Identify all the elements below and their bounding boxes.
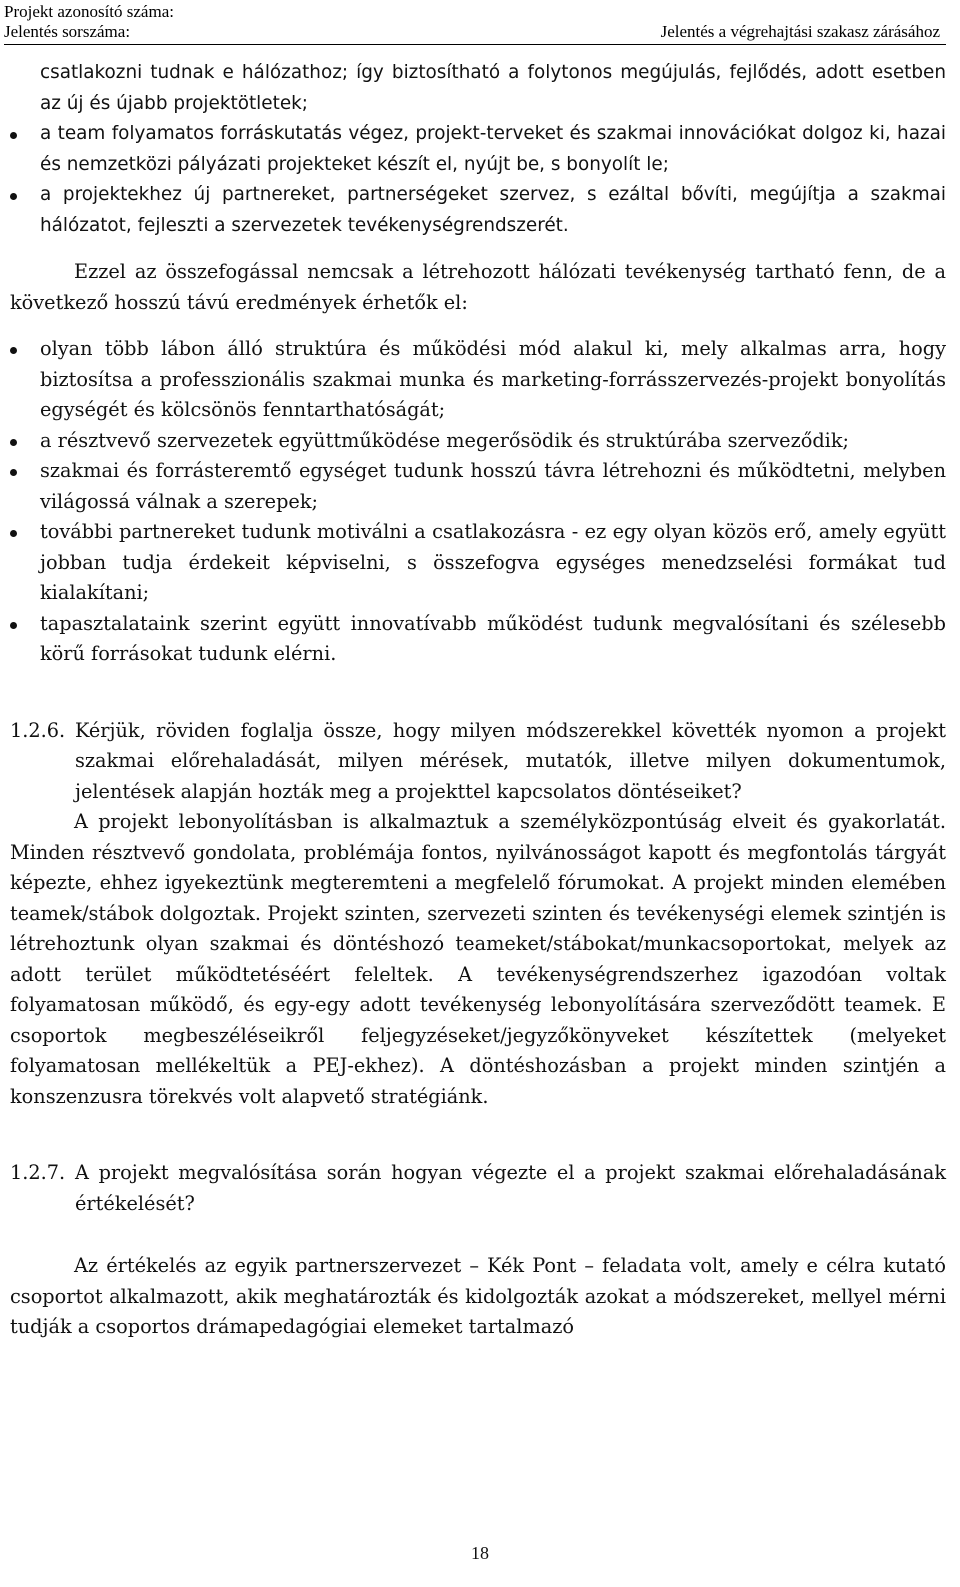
answer-1-2-7: Az értékelés az egyik partnerszervezet – Kék Pont – feladata volt, amely e célra kutató csoportot alkalmazott, akik meghatározták és kidolgozták azokat a módszereket, mellyel mérni tudják a csoportos drámapedagógiai elemeket tartalmazó bbox=[10, 1254, 946, 1338]
results-bullet-list bbox=[10, 334, 946, 670]
question-number: 1.2.7. bbox=[10, 1161, 66, 1184]
bullet-icon bbox=[10, 530, 17, 537]
answer-1-2-6: A projekt lebonyolításban is alkalmaztuk a személyközpontúság elveit és gyakorlatát. Minden résztvevő gondolata, problémája fontos, nyilvánosságot kapott és megfontolás tárgyát képezte, ehhez igyekeztünk megteremteni a megfelelő fórumokat. A projekt minden elemében teamek/stábok dolgoztak. Projekt szinten, szervezeti szinten és tevékenységi elemek szintjén is létrehoztunk olyan szakmai és döntéshozó teameket/stábokat/munkacsoportokat, melyek az adott terület működtetéséért feleltek. A tevékenységrendszerhez igazodóan voltak folyamatosan működő, és egy-egy adott tevékenység lebonyolítására szerveződött teamek. E csoportok megbeszéléseikről feljegyzéseket/jegyzőkönyveket készítettek (melyeket folyamatosan mellékeltük a PEJ-ekhez). A döntéshozásban a projekt minden szintjén a konszenzusra törekvés volt alapvető stratégiánk. bbox=[10, 810, 946, 1108]
document-body bbox=[10, 58, 946, 1343]
question-number: 1.2.6. bbox=[10, 718, 66, 742]
intro-bullet-list bbox=[10, 119, 946, 241]
list-item: olyan több lábon álló struktúra és működési mód alakul ki, mely alkalmas arra, hogy biztosítsa a professzionális szakmai munka és marketing-forrásszervezés-projekt bonyolítás egységét és kölcsönös fenntarthatóságát; bbox=[10, 334, 946, 426]
list-item: tapasztalataink szerint együtt innovatívabb működést tudunk megvalósítani és szélesebb körű forrásokat tudunk elérni. bbox=[10, 609, 946, 670]
list-item: a projektekhez új partnereket, partnerségeket szervez, s ezáltal bővíti, megújítja a szakmai hálózatot, fejleszti a szervezetek tevékenységrendszerét. bbox=[10, 180, 946, 241]
list-item: további partnereket tudunk motiválni a csatlakozásra - ez egy olyan közös erő, amely együtt jobban tudja érdekeit képviselni, s összefogva egységes menedzselési formákat tud kialakítani; bbox=[10, 517, 946, 609]
question-1-2-7 bbox=[10, 1158, 946, 1219]
report-type-label: Jelentés a végrehajtási szakasz zárásához bbox=[660, 22, 940, 41]
intro-continuation: csatlakozni tudnak e hálózathoz; így biztosítható a folytonos megújulás, fejlődés, adott esetben az új és újabb projektötletek; bbox=[40, 62, 946, 114]
bullet-icon bbox=[10, 347, 17, 354]
page-header bbox=[4, 2, 946, 45]
report-number-label: Jelentés sorszáma: bbox=[4, 22, 131, 41]
summary-paragraph: Ezzel az összefogással nemcsak a létrehozott hálózati tevékenység tartható fenn, de a következő hosszú távú eredmények érhetők el: bbox=[10, 260, 946, 314]
list-item: a team folyamatos forráskutatás végez, projekt-terveket és szakmai innovációkat dolgoz ki, hazai és nemzetközi pályázati projekteket készít el, nyújt be, s bonyolít le; bbox=[10, 119, 946, 180]
bullet-icon bbox=[10, 193, 17, 200]
list-item: szakmai és forrásteremtő egységet tudunk hosszú távra létrehozni és működtetni, melyben világossá válnak a szerepek; bbox=[10, 456, 946, 517]
question-1-2-6 bbox=[10, 716, 946, 808]
project-id-label: Projekt azonosító száma: bbox=[4, 2, 174, 21]
bullet-icon bbox=[10, 439, 17, 446]
list-item: a résztvevő szervezetek együttműködése megerősödik és struktúrába szerveződik; bbox=[10, 426, 946, 457]
question-text: Kérjük, röviden foglalja össze, hogy milyen módszerekkel követték nyomon a projekt szakmai előrehaladását, milyen mérések, mutatók, illetve milyen dokumentumok, jelentések alapján hozták meg a projekttel kapcsolatos döntéseiket? bbox=[75, 718, 946, 803]
bullet-icon bbox=[10, 469, 17, 476]
question-text: A projekt megvalósítása során hogyan végezte el a projekt szakmai előrehaladásának értékelését? bbox=[75, 1161, 946, 1215]
bullet-icon bbox=[10, 622, 17, 629]
bullet-icon bbox=[10, 132, 17, 139]
page-number: 18 bbox=[471, 1543, 489, 1563]
